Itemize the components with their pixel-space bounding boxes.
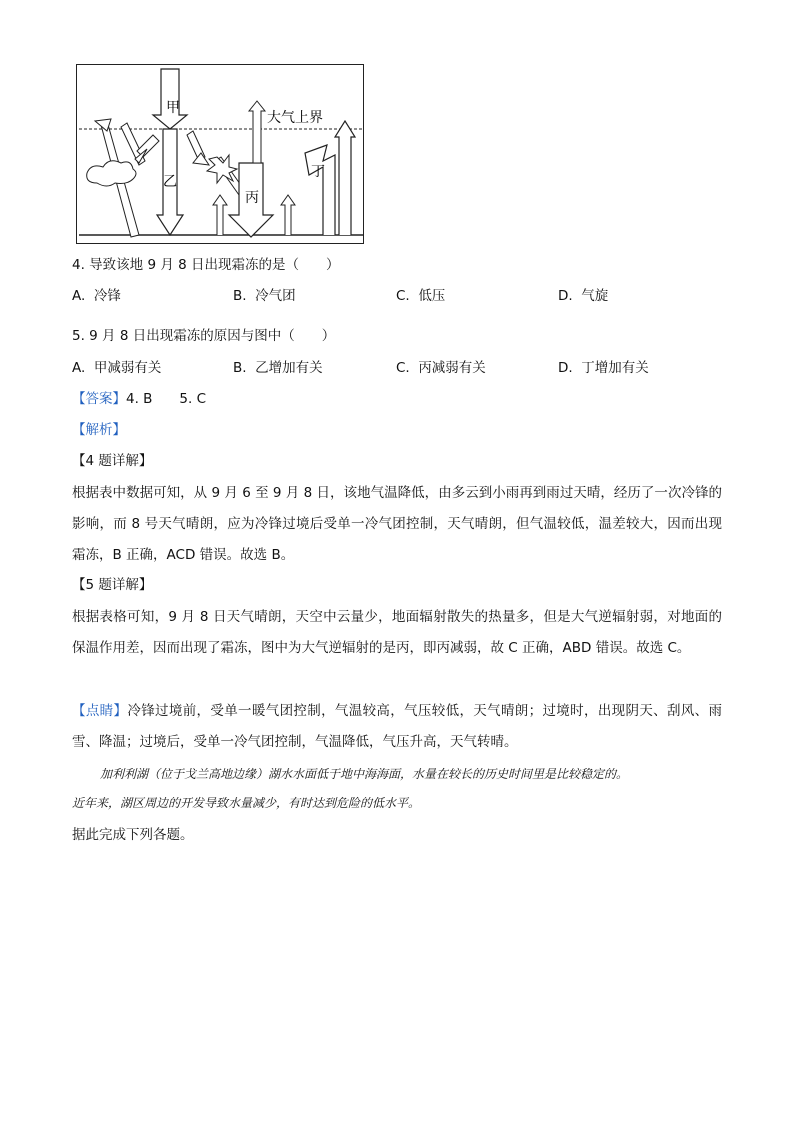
q4-option-b: B. 冷气团 [233,288,296,304]
q5-stem: 5. 9 月 8 日出现霜冻的原因与图中（ ） [72,328,336,344]
answer-line [72,390,206,408]
answer-tag: 【答案】 [72,391,126,407]
q4-option-c: C. 低压 [396,288,446,304]
label-bing: 丙 [245,190,259,206]
q5-option-c: C. 丙减弱有关 [396,360,486,376]
label-ding: 丁 [311,164,325,180]
instruction: 据此完成下列各题。 [72,827,194,843]
q4-option-a: A. 冷锋 [72,288,121,304]
label-upper-atmosphere: 大气上界 [267,110,323,126]
detail5-text: 根据表格可知，9 月 8 日天气晴朗，天空中云量少，地面辐射散失的热量多，但是大气逆辐射弱，对地面的保温作用差，因而出现了霜冻，图中为大气逆辐射的是丙，即丙减弱，故 C 正确，ABD 错误。故选 C。 [72,609,722,656]
answer-text: 4. B 5. C [126,391,207,407]
tip-tag: 【点睛】 [72,703,128,719]
q5-option-d: D. 丁增加有关 [558,360,649,376]
jia-arrow [153,69,187,129]
q4-stem: 4. 导致该地 9 月 8 日出现霜冻的是（ ） [72,257,340,273]
ding-arrow [305,145,335,235]
material-line-1: 加利利湖（位于戈兰高地边缘）湖水水面低于地中海海面，水量在较长的历史时间里是比较稳定的。 [100,767,629,781]
q4-option-d: D. 气旋 [558,288,609,304]
label-jia: 甲 [166,100,180,116]
tip-paragraph [72,696,722,758]
diagram-drawing [77,65,365,245]
analysis-tag: 【解析】 [72,422,126,438]
label-yi: 乙 [163,174,177,190]
atmosphere-radiation-diagram [76,64,364,244]
detail5-tag: 【5 题详解】 [72,577,153,593]
q5-option-a: A. 甲减弱有关 [72,360,162,376]
tip-text: 冷锋过境前，受单一暖气团控制，气温较高，气压较低，天气晴朗；过境时，出现阴天、刮风、雨雪、降温；过境后，受单一冷气团控制，气温降低，气压升高，天气转晴。 [72,703,723,750]
material-line-2: 近年来，湖区周边的开发导致水量减少，有时达到危险的低水平。 [72,796,421,810]
cloud-shape [87,161,136,186]
ding-up-arrow [335,121,355,235]
detail4-tag: 【4 题详解】 [72,453,153,469]
q5-option-b: B. 乙增加有关 [233,360,323,376]
detail4-text: 根据表中数据可知，从 9 月 6 至 9 月 8 日，该地气温降低，由多云到小雨再到雨过天晴，经历了一次冷锋的影响，而 8 号天气晴朗，应为冷锋过境后受单一冷气团控制，天气晴朗，但气温较低，温差较大，因而出现霜冻，B 正确，ACD 错误。故选 B。 [72,485,722,563]
